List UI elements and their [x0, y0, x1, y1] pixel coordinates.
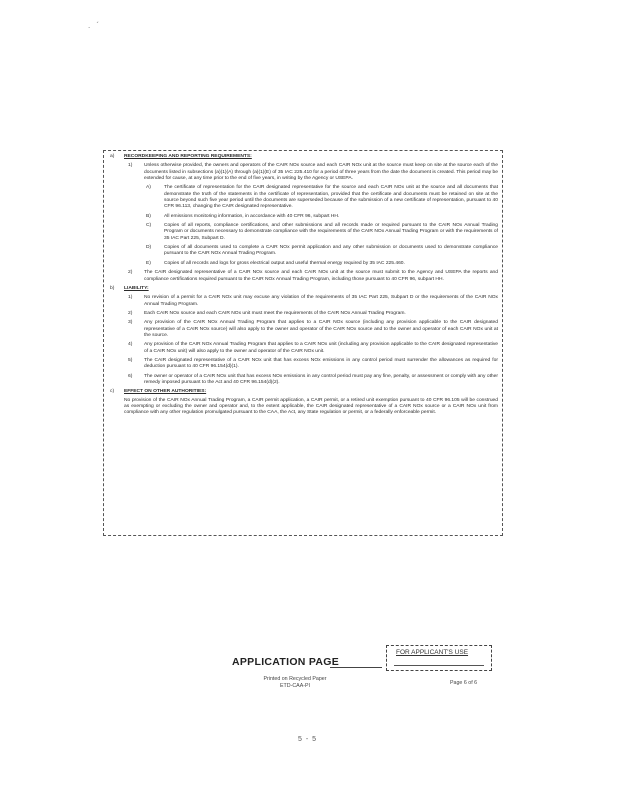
section [110, 286, 498, 386]
sub-item-number: E) [146, 260, 151, 266]
list-item [124, 320, 498, 339]
sub-item-text: Copies of all reports, compliance certifications, and other submissions and all records made or required pursuant to the CAIR NOx Annual Trading Program or documents necessary to demonstrate compliance with the requirements of the CAIR NOx Annual Trading Program or with the requirements of 35 IAC Part 225, Subpart D. [164, 223, 498, 241]
section [110, 154, 498, 283]
item-number: 1) [128, 163, 133, 169]
section-heading: LIABILITY: [124, 285, 149, 291]
item-number: 2) [128, 310, 133, 316]
item-number: 6) [128, 373, 133, 379]
item-text: Any provision of the CAIR NOx Annual Trading Program that applies to a CAIR NOx source (including any provision applicable to the CAIR designated representative of a CAIR NOx source) will also apply to the owner and operator of the CAIR NOx source and to the owner and operator of each CAIR NOx unit at the source. [144, 320, 498, 338]
sub-item-number: A) [146, 185, 151, 191]
section-number: a) [110, 154, 115, 159]
item-text: Any provision of the CAIR NOx Annual Trading Program that applies to a CAIR NOx unit (including any provision applicable to the CAIR designated representative of a CAIR NOx unit) will also apply to the owner and operator of the CAIR NOx unit. [144, 342, 498, 354]
item-text: No revision of a permit for a CAIR NOx unit may excuse any violation of the requirements of 35 IAC Part 225, Subpart D or the requirements of the CAIR NOx Annual Trading Program. [144, 295, 498, 307]
scan-artifact-mark: . ´ [88, 21, 102, 30]
list-item [124, 358, 498, 371]
application-page-title: APPLICATION PAGE [232, 656, 340, 668]
list-item [124, 163, 498, 267]
item-number: 2) [128, 270, 133, 276]
item-text: Unless otherwise provided, the owners and operators of the CAIR NOx source and each CAIR NOx unit at the source must keep on site at the source each of the documents listed in subsections (a)(1)(A) through (a)(1)(E) of 35 IAC 225.410 for a period of three years from the date the document is created. This period may be extended for cause, at any time prior to the end of five years, in writing by the Agency or USEPA. [144, 163, 498, 182]
sub-item-number: D) [146, 245, 152, 251]
sub-item-number: B) [146, 213, 151, 219]
sub-item [144, 214, 498, 220]
applicant-use-line [394, 665, 484, 666]
item-number: 4) [128, 342, 133, 348]
page-number: 5 - 5 [298, 736, 318, 743]
section-number: c) [110, 389, 115, 395]
sub-item-text: The certificate of representation for the CAIR designated representative for the source and each CAIR NOx unit at the source and all documents that demonstrate the truth of the statements in the certificate of representation, provided that the certificate and documents must be retained on site at the source beyond such five year period until the documents are superseded because of the submission of a new certificate of representation, pursuant to 40 CFR 96.113, changing the CAIR designated representative. [164, 185, 498, 210]
section-heading: EFFECT ON OTHER AUTHORITIES: [124, 389, 207, 395]
sub-item [144, 185, 498, 210]
item-text: The CAIR designated representative of a CAIR NOx source and each CAIR NOx unit at the source must submit to the Agency and USEPA the reports and compliance certifications required pursuant to the CAIR NOx Annual Trading Program, including those pursuant to 40 CFR 96, subpart HH. [144, 270, 498, 282]
list-item [124, 342, 498, 355]
sub-item [144, 245, 498, 258]
list-item [124, 270, 498, 283]
section [110, 389, 498, 416]
list-item [124, 311, 498, 317]
sub-item-number: C) [146, 223, 152, 229]
section-number: b) [110, 285, 115, 291]
applicant-use-label: FOR APPLICANT'S USE [396, 649, 469, 656]
sub-item-text: All emissions monitoring information, in accordance with 40 CFR 96, subpart HH. [164, 213, 340, 219]
application-page-underline [330, 667, 382, 668]
page-of-label: Page 6 of 6 [450, 680, 478, 686]
item-text: The owner or operator of a CAIR NOx unit that has excess NOx emissions in any control period must pay any fine, penalty, or assessment or comply with any other remedy imposed pursuant to the Act and 40 CFR 96.154(d)(2). [144, 373, 498, 385]
sub-item [144, 223, 498, 242]
item-number: 5) [128, 357, 133, 363]
sub-item-text: Copies of all documents used to complete a CAIR NOx permit application and any other submission or documents used to demonstrate compliance pursuant to the CAIR NOx Annual Trading Program. [164, 245, 498, 257]
item-number: 1) [128, 295, 133, 301]
item-number: 3) [128, 320, 133, 326]
section-heading: RECORDKEEPING AND REPORTING REQUIREMENTS: [124, 154, 252, 159]
sub-item-text: Copies of all records and logs for gross electrical output and useful thermal energy required by 35 IAC 225.460. [164, 260, 405, 266]
printed-on-recycled-paper: Printed on Recycled Paper [263, 676, 327, 682]
section-paragraph: No provision of the CAIR NOx Annual Trading Program, a CAIR permit application, a CAIR permit, or a retired unit exemption pursuant to 40 CFR 96.105 will be construed as exempting or excluding the owner and operator and, to the extent applicable, the CAIR designated representative of a CAIR NOx source or a CAIR NOx unit from compliance with any other regulation promulgated pursuant to the CAA, the Act, any State regulation or permit, or a federally enforceable permit. [124, 397, 498, 416]
document-body [110, 154, 498, 420]
list-item [124, 374, 498, 387]
list-item [124, 295, 498, 308]
item-text: Each CAIR NOx source and each CAIR NOx unit must meet the requirements of the CAIR NOx Annual Trading Program. [144, 310, 406, 316]
footer-info [250, 676, 340, 690]
sub-item [144, 261, 498, 267]
form-code: ETD-CAA-PI [279, 683, 311, 689]
item-text: The CAIR designated representative of a CAIR NOx unit that has excess NOx emissions in any control period must surrender the allowances as required for deduction pursuant to 40 CFR 96.154(d)(1). [144, 357, 498, 370]
